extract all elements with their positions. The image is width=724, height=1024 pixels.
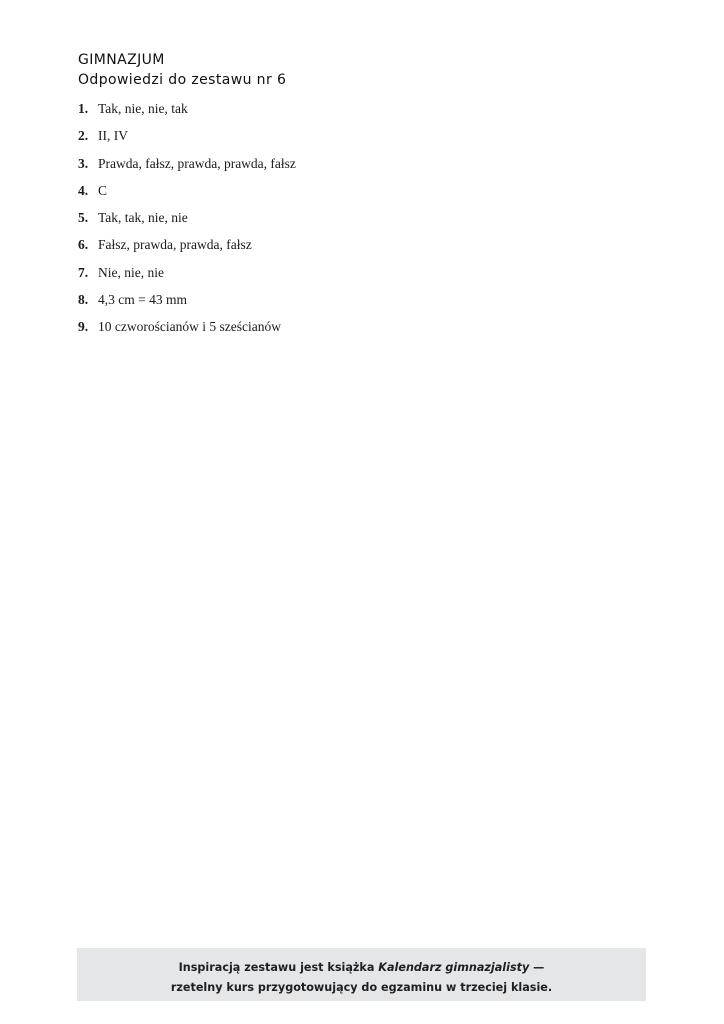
answer-number: 4. xyxy=(78,182,89,198)
answer-item xyxy=(78,235,296,262)
footer-suffix: — xyxy=(529,961,545,974)
footer-book-title: Kalendarz gimnazjalisty xyxy=(378,961,530,974)
answer-item xyxy=(78,181,296,208)
answer-text: Fałsz, prawda, prawda, fałsz xyxy=(98,237,252,253)
answer-item xyxy=(78,290,296,317)
footer-line-2: rzetelny kurs przygotowujący do egzaminu w trzeciej klasie. xyxy=(170,981,553,994)
answer-number: 2. xyxy=(78,128,89,144)
page-header xyxy=(78,50,286,90)
answer-text: Nie, nie, nie xyxy=(98,264,164,280)
answer-text: 10 czworościanów i 5 sześcianów xyxy=(98,319,281,335)
answer-number: 9. xyxy=(78,319,89,335)
answer-text: C xyxy=(98,182,108,198)
answer-item xyxy=(78,208,296,235)
answer-number: 3. xyxy=(78,155,89,171)
answers-list xyxy=(78,99,296,345)
answer-item xyxy=(78,263,296,290)
school-level-heading: GIMNAZJUM xyxy=(78,52,165,68)
answer-item xyxy=(78,317,296,344)
answer-number: 5. xyxy=(78,210,89,226)
answer-item xyxy=(78,99,296,126)
answer-text: Prawda, fałsz, prawda, prawda, fałsz xyxy=(98,155,296,171)
answer-item xyxy=(78,154,296,181)
answers-title: Odpowiedzi do zestawu nr 6 xyxy=(78,72,287,88)
inspiration-footer-box xyxy=(77,948,646,1001)
answer-number: 7. xyxy=(78,264,89,280)
footer-prefix: Inspiracją zestawu jest książka xyxy=(178,961,379,974)
footer-line-1 xyxy=(77,958,646,978)
answer-item xyxy=(78,126,296,153)
answer-number: 8. xyxy=(78,292,89,308)
answer-text: 4,3 cm = 43 mm xyxy=(98,292,187,308)
answer-number: 1. xyxy=(78,101,89,116)
answer-text: Tak, tak, nie, nie xyxy=(98,210,188,226)
answer-text: Tak, nie, nie, tak xyxy=(98,101,188,116)
answer-text: II, IV xyxy=(98,128,128,144)
answer-number: 6. xyxy=(78,237,89,253)
